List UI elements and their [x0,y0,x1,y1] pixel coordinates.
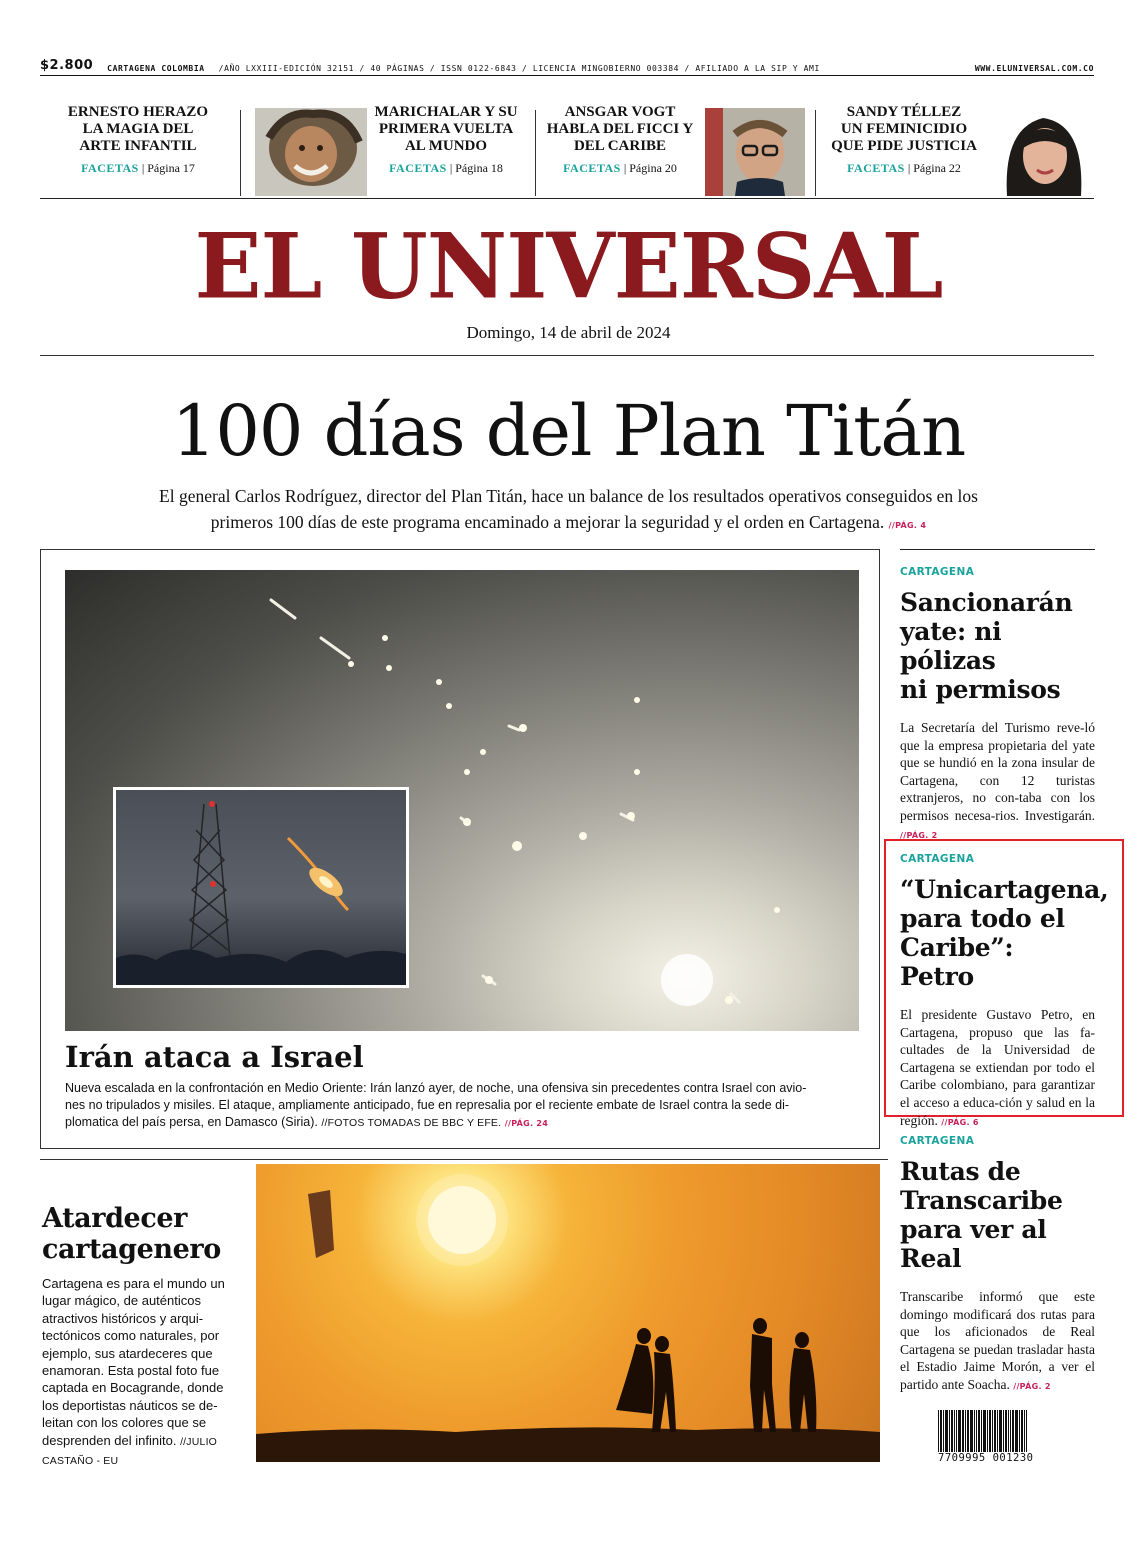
teaser-title-line: QUE PIDE JUSTICIA [831,138,977,154]
story-body: La Secretaría del Turismo reve-ló que la empresa propietaria del yate que se hundió en la zona insular de Cartagena, con 12 turistas extranjeros, no con-taba con los permisos necesa-rios. Investigarán. [900,720,1095,823]
divider [40,355,1094,356]
story-unicartagena [900,853,1109,1131]
sunset-photo [256,1164,880,1462]
barcode-number: 7709995 001230 [938,1452,1034,1464]
teaser-page: | Página 18 [449,161,503,175]
teaser-title-line: MARICHALAR Y SU [374,104,518,120]
teaser-bar [40,104,1094,199]
teaser-title-line: AL MUNDO [404,138,488,154]
sunset-caption [42,1275,238,1470]
divider [240,110,241,196]
caption-body: Cartagena es para el mundo un lugar mágico, de auténticos atractivos históricos y arqui-tectónicos como naturales, por ejemplo, sus atardeceres que enamoran. Esta postal foto fue captada en Bocagrande, donde los deportistas náuticos se de-leitan con los colores que se desprenden del infinito. [42,1276,225,1448]
title-line: Atardecer [42,1203,187,1234]
masthead-logo: EL UNIVERSAL [194,212,943,320]
story-transcaribe [900,1135,1095,1396]
title-line: para ver al Real [900,1215,1047,1273]
divider [815,110,816,196]
story-kicker: CARTAGENA [900,853,975,865]
divider [900,549,1095,550]
page-ref[interactable]: //PÁG. 24 [504,1119,549,1128]
page-ref[interactable]: //PÁG. 4 [888,521,927,530]
teaser-page: | Página 17 [141,161,195,175]
teaser-title-line: ARTE INFANTIL [79,138,197,154]
herazo-photo [255,108,367,196]
teaser-page: | Página 20 [623,161,677,175]
lead-deck [60,483,1077,539]
page-ref[interactable]: //PÁG. 2 [1013,1381,1051,1391]
barcode [938,1410,1054,1452]
teaser-section: FACETAS [81,161,139,175]
title-line: Rutas de [900,1157,1021,1186]
title-line: cartagenero [42,1234,221,1265]
teaser-title-line: LA MAGIA DEL [82,121,194,137]
title-line: Sancionarán [900,588,1073,617]
teaser-title-line: UN FEMINICIDIO [840,121,968,137]
story-body: Transcaribe informó que este domingo modificará dos rutas para que los aficionados de Real Cartagena se puedan trasladar hasta el Estadio Jaime Morón, a ver el partido ante Soacha. [900,1289,1095,1392]
website-link[interactable]: WWW.ELUNIVERSAL.COM.CO [974,64,1094,73]
teaser-section: FACETAS [389,161,447,175]
edition-info-bar [40,58,1094,76]
title-line: para todo el [900,904,1065,933]
dateline: Domingo, 14 de abril de 2024 [466,323,671,342]
tellez-photo [993,108,1093,196]
story-yate [900,566,1095,844]
teaser-page: | Página 22 [907,161,961,175]
teaser-title-line: ERNESTO HERAZO [67,104,209,120]
price: $2.800 [40,58,94,73]
story-body: El presidente Gustavo Petro, en Cartagena, propuso que las fa-cultades de la Universidad de Cartagena se extiendan por todo el Caribe colombiano, para garantizar el acceso a educa-ción y salud en la región. [900,1007,1095,1128]
story-title[interactable] [900,875,1109,991]
iran-missiles-photo [65,570,859,1031]
divider [535,110,536,196]
story-title[interactable] [900,588,1095,704]
iran-headline[interactable]: Irán ataca a Israel [65,1040,364,1074]
edition-details: /AÑO LXXIII-EDICIÓN 32151 / 40 PÁGINAS / ISSN 0122-6843 / LICENCIA MINGOBIERNO 003384 / AFILIADO A LA SIP Y AMI [218,64,820,73]
title-line: “Unicartagena, [900,875,1109,904]
iran-body [65,1080,863,1132]
title-line: ni permisos [900,675,1061,704]
photo-credit: //JULIO CASTAÑO - EU [42,1435,218,1468]
lead-headline[interactable]: 100 días del Plan Titán [171,390,966,472]
teaser-section: FACETAS [847,161,905,175]
vogt-photo [705,108,805,196]
divider [40,1159,888,1160]
title-line: Transcaribe [900,1186,1063,1215]
teaser-herazo[interactable] [40,104,236,196]
teaser-vogt[interactable] [540,104,700,196]
photo-credit: //FOTOS TOMADAS DE BBC Y EFE. [321,1117,502,1129]
story-kicker: CARTAGENA [900,1135,975,1147]
story-kicker: CARTAGENA [900,566,975,578]
iran-story-box [40,549,880,1149]
deck-line: primeros 100 días de este programa encaminado a mejorar la seguridad y el orden en Cartagena. [210,512,885,532]
body-line: Nueva escalada en la confrontación en Medio Oriente: Irán lanzó ayer, de noche, una ofensiva sin precedentes contra Israel con avio- [65,1081,807,1095]
title-line: yate: ni pólizas [900,617,1002,675]
teaser-marichalar[interactable] [370,104,522,196]
city-label: CARTAGENA COLOMBIA [107,64,205,73]
sunset-headline[interactable] [42,1203,242,1265]
teaser-title-line: PRIMERA VUELTA [378,121,514,137]
teaser-tellez[interactable] [820,104,988,196]
story-title[interactable] [900,1157,1095,1273]
teaser-title-line: ANSGAR VOGT [564,104,676,120]
deck-line: El general Carlos Rodríguez, director del Plan Titán, hace un balance de los resultados operativos conseguidos en los [159,486,978,506]
body-line: plomatica del país persa, en Damasco (Siria). [65,1115,318,1129]
teaser-title-line: SANDY TÉLLEZ [846,104,962,120]
body-line: nes no tripulados y misiles. El ataque, ampliamente anticipado, fue en represalia por el reciente embate de Israel contra la sede di- [65,1098,790,1112]
page-ref[interactable]: //PÁG. 2 [900,830,938,840]
title-line: Caribe”: Petro [900,933,1014,991]
missile-inset-photo [113,787,409,988]
teaser-section: FACETAS [563,161,621,175]
teaser-title-line: DEL CARIBE [573,138,667,154]
page-ref[interactable]: //PÁG. 6 [941,1117,979,1127]
teaser-title-line: HABLA DEL FICCI Y [546,121,694,137]
